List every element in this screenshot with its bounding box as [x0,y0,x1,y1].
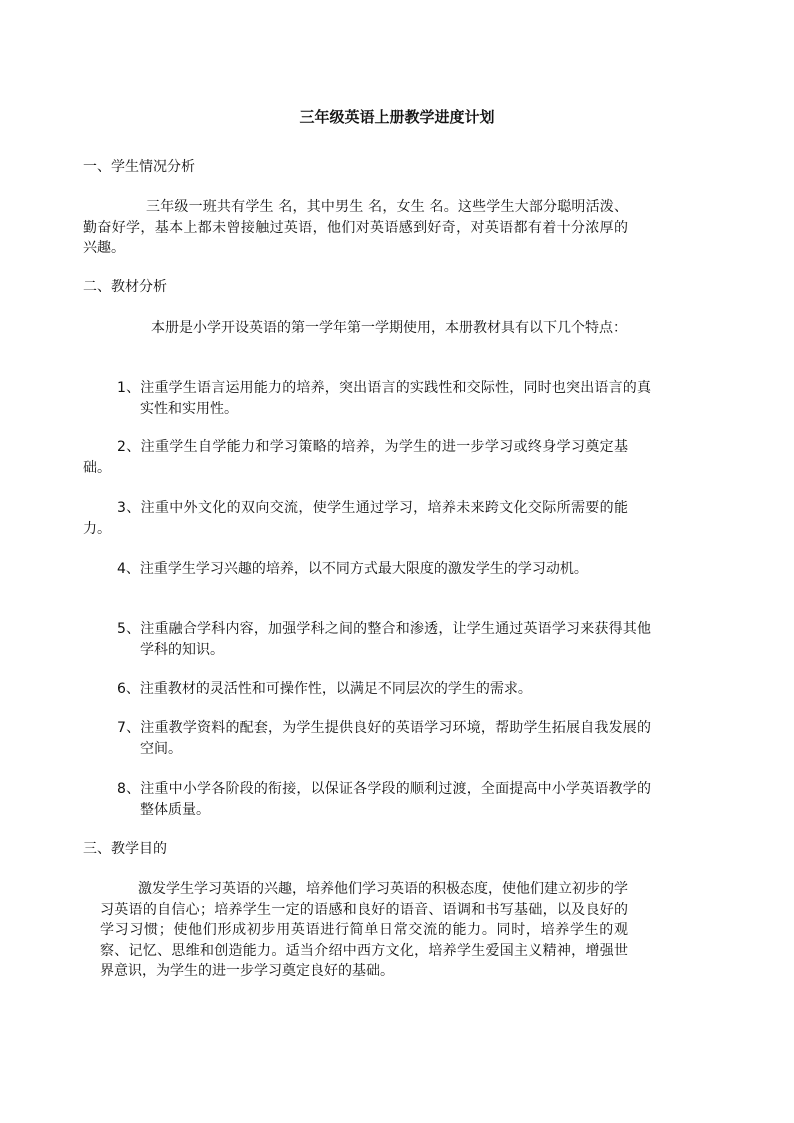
list-item-feature-6: 6、注重教材的灵活性和可操作性，以满足不同层次的学生的需求。 [117,681,532,697]
list-item-feature-7: 7、注重教学资料的配套，为学生提供良好的英语学习环境，帮助学生拓展自我发展的空间。 [117,720,651,757]
paragraph-textbook-intro: 本册是小学开设英语的第一学年第一学期使用，本册教材具有以下几个特点： [151,320,627,336]
list-item-feature-2: 2、注重学生自学能力和学习策略的培养，为学生的进一步学习或终身学习奠定基础。 [83,439,628,476]
paragraph-student-analysis: 三年级一班共有学生 名，其中男生 名，女生 名。这些学生大部分聪明活泼、勤奋好学，基本上都未曾接触过英语，他们对英语感到好奇，对英语都有着十分浓厚的兴趣。 [83,199,628,256]
section-heading-teaching-goals: 三、教学目的 [83,841,167,857]
list-item-feature-8: 8、注重中小学各阶段的衔接，以保证各学段的顺利过渡，全面提高中小学英语教学的整体质量。 [117,781,651,818]
list-item-feature-4: 4、注重学生学习兴趣的培养，以不同方式最大限度的激发学生的学习动机。 [117,561,588,577]
document-title: 三年级英语上册教学进度计划 [299,108,495,126]
list-item-feature-3: 3、注重中外文化的双向交流，使学生通过学习，培养未来跨文化交际所需要的能力。 [83,500,628,537]
list-item-feature-1: 1、注重学生语言运用能力的培养，突出语言的实践性和交际性，同时也突出语言的真实性和实用性。 [117,380,651,417]
section-heading-student-analysis: 一、学生情况分析 [83,159,195,175]
list-item-feature-5: 5、注重融合学科内容，加强学科之间的整合和渗透，让学生通过英语学习来获得其他学科的知识。 [117,621,651,658]
section-heading-textbook-analysis: 二、教材分析 [83,279,167,295]
paragraph-teaching-goals: 激发学生学习英语的兴趣，培养他们学习英语的积极态度，使他们建立初步的学习英语的自信心；培养学生一定的语感和良好的语音、语调和书写基础，以及良好的学习习惯；使他们形成初步用英语进行简单日常交流的能力。同时，培养学生的观察、记忆、思维和创造能力。适当介绍中西方文化，培养学生爱国主义精神，增强世界意识，为学生的进一步学习奠定良好的基础。 [100,881,628,979]
